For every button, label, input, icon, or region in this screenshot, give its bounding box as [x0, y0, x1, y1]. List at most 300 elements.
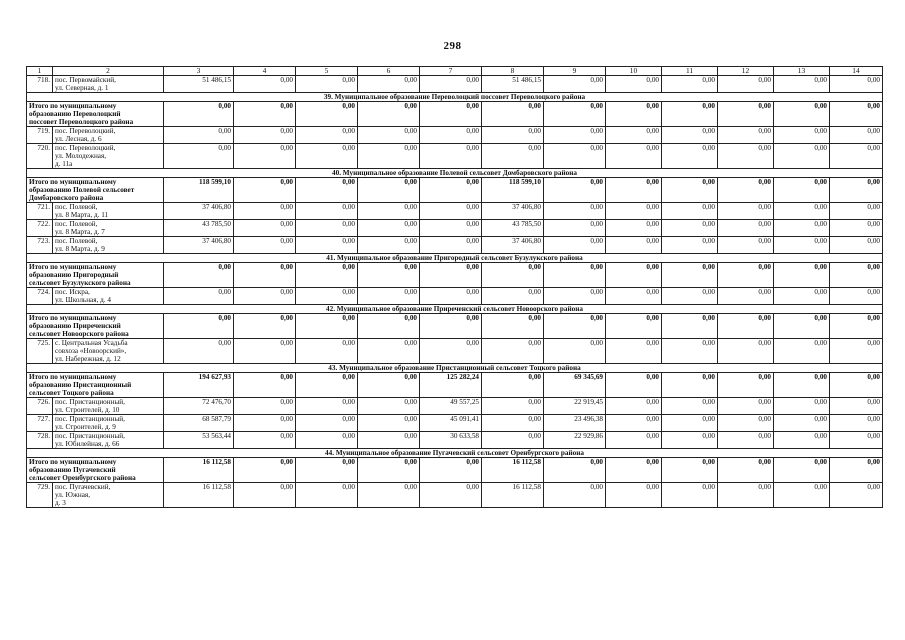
value-cell: 0,00: [358, 398, 420, 415]
row-number: 725.: [27, 339, 53, 364]
value-cell: 0,00: [662, 398, 718, 415]
header-cell: 11: [662, 67, 718, 76]
value-cell: 0,00: [662, 339, 718, 364]
address-cell: [53, 415, 164, 432]
value-cell: 0,00: [606, 220, 662, 237]
value-cell: 0,00: [296, 237, 358, 254]
value-cell: 0,00: [830, 415, 883, 432]
value-cell: 16 112,58: [164, 483, 234, 508]
value-cell: 0,00: [662, 203, 718, 220]
value-cell: 0,00: [164, 314, 234, 339]
address-line: образованию Пристанционный: [29, 381, 132, 389]
value-cell: 0,00: [296, 314, 358, 339]
total-label: [27, 373, 164, 398]
value-cell: 0,00: [296, 76, 358, 93]
address-cell: [53, 339, 164, 364]
value-cell: 0,00: [420, 288, 482, 305]
value-cell: 0,00: [234, 415, 296, 432]
value-cell: 0,00: [718, 483, 774, 508]
value-cell: 0,00: [774, 398, 830, 415]
header-row: [27, 67, 883, 76]
value-cell: 0,00: [544, 288, 606, 305]
value-cell: 0,00: [420, 203, 482, 220]
value-cell: 22 919,45: [544, 398, 606, 415]
value-cell: 0,00: [774, 203, 830, 220]
value-cell: 0,00: [606, 314, 662, 339]
value-cell: 0,00: [662, 415, 718, 432]
value-cell: 0,00: [482, 339, 544, 364]
value-cell: 0,00: [774, 144, 830, 169]
value-cell: 0,00: [296, 339, 358, 364]
address-line: Домбаровского района: [29, 194, 104, 202]
header-cell: 14: [830, 67, 883, 76]
address-line: пос. Искра,: [55, 288, 90, 296]
value-cell: 0,00: [606, 458, 662, 483]
address-line: пос. Пристанционный,: [55, 398, 125, 406]
value-cell: 0,00: [420, 76, 482, 93]
value-cell: 51 486,15: [164, 76, 234, 93]
value-cell: 0,00: [420, 220, 482, 237]
value-cell: 0,00: [662, 127, 718, 144]
value-cell: 0,00: [774, 76, 830, 93]
value-cell: 0,00: [774, 127, 830, 144]
value-cell: 0,00: [544, 314, 606, 339]
value-cell: 0,00: [606, 288, 662, 305]
value-cell: 0,00: [234, 203, 296, 220]
row-number: 719.: [27, 127, 53, 144]
value-cell: 0,00: [606, 203, 662, 220]
value-cell: 0,00: [718, 76, 774, 93]
value-cell: 0,00: [358, 220, 420, 237]
value-cell: 0,00: [830, 483, 883, 508]
address-cell: [53, 398, 164, 415]
value-cell: 0,00: [544, 458, 606, 483]
value-cell: 45 091,41: [420, 415, 482, 432]
value-cell: 0,00: [830, 127, 883, 144]
value-cell: 0,00: [606, 415, 662, 432]
address-line: ул. 8 Марта, д. 11: [55, 211, 109, 219]
table-row: [27, 237, 883, 254]
address-line: ул. Лесная, д. 6: [55, 135, 102, 143]
value-cell: 0,00: [544, 127, 606, 144]
value-cell: 0,00: [718, 339, 774, 364]
address-line: образованию Пугачевский: [29, 466, 116, 474]
header-cell: 13: [774, 67, 830, 76]
value-cell: 37 406,80: [482, 203, 544, 220]
value-cell: 0,00: [774, 483, 830, 508]
value-cell: 0,00: [296, 178, 358, 203]
value-cell: 0,00: [606, 178, 662, 203]
value-cell: 0,00: [358, 339, 420, 364]
table-row: [27, 127, 883, 144]
address-line: Итого по муниципальному: [29, 178, 117, 186]
value-cell: 0,00: [830, 288, 883, 305]
section-title: 41. Муниципальное образование Пригородный сельсовет Бузулукского района: [27, 254, 883, 263]
value-cell: 0,00: [234, 102, 296, 127]
address-line: ул. Строителей, д. 9: [55, 423, 116, 431]
value-cell: 0,00: [482, 144, 544, 169]
address-cell: [53, 432, 164, 449]
value-cell: 16 112,58: [164, 458, 234, 483]
value-cell: 0,00: [544, 339, 606, 364]
address-cell: [53, 220, 164, 237]
value-cell: 0,00: [296, 203, 358, 220]
value-cell: 0,00: [606, 127, 662, 144]
value-cell: 0,00: [482, 127, 544, 144]
section-row: [27, 169, 883, 178]
value-cell: 0,00: [296, 415, 358, 432]
total-label: [27, 458, 164, 483]
header-cell: 9: [544, 67, 606, 76]
value-cell: 0,00: [830, 263, 883, 288]
total-row: [27, 314, 883, 339]
page-number: 298: [443, 40, 462, 52]
value-cell: 37 406,80: [164, 203, 234, 220]
section-row: [27, 449, 883, 458]
value-cell: 0,00: [544, 237, 606, 254]
value-cell: 0,00: [544, 144, 606, 169]
address-cell: [53, 76, 164, 93]
address-cell: [53, 288, 164, 305]
value-cell: 0,00: [164, 127, 234, 144]
value-cell: 0,00: [234, 339, 296, 364]
value-cell: 22 929,86: [544, 432, 606, 449]
value-cell: 0,00: [482, 314, 544, 339]
value-cell: 0,00: [234, 398, 296, 415]
address-line: д. 3: [55, 499, 66, 507]
address-line: ул. Строителей, д. 10: [55, 406, 120, 414]
value-cell: 0,00: [718, 263, 774, 288]
value-cell: 0,00: [296, 263, 358, 288]
value-cell: 0,00: [662, 76, 718, 93]
value-cell: 0,00: [358, 237, 420, 254]
table-row: [27, 288, 883, 305]
address-line: пос. Полевой,: [55, 203, 98, 211]
value-cell: 0,00: [774, 178, 830, 203]
value-cell: 0,00: [718, 178, 774, 203]
row-number: 726.: [27, 398, 53, 415]
value-cell: 0,00: [662, 237, 718, 254]
value-cell: 0,00: [164, 339, 234, 364]
total-label: [27, 314, 164, 339]
value-cell: 37 406,80: [164, 237, 234, 254]
value-cell: 72 476,70: [164, 398, 234, 415]
total-row: [27, 102, 883, 127]
value-cell: 0,00: [234, 263, 296, 288]
total-row: [27, 263, 883, 288]
value-cell: 0,00: [774, 288, 830, 305]
value-cell: 0,00: [420, 314, 482, 339]
section-row: [27, 305, 883, 314]
value-cell: 0,00: [482, 102, 544, 127]
value-cell: 0,00: [774, 102, 830, 127]
value-cell: 0,00: [830, 220, 883, 237]
value-cell: 0,00: [296, 220, 358, 237]
address-line: ул. 8 Марта, д. 9: [55, 245, 105, 253]
value-cell: 43 785,50: [164, 220, 234, 237]
value-cell: 0,00: [606, 76, 662, 93]
value-cell: 0,00: [296, 288, 358, 305]
value-cell: 0,00: [830, 237, 883, 254]
value-cell: 0,00: [662, 220, 718, 237]
table-row: [27, 398, 883, 415]
address-cell: [53, 483, 164, 508]
value-cell: 0,00: [606, 263, 662, 288]
value-cell: 0,00: [718, 288, 774, 305]
value-cell: 0,00: [718, 398, 774, 415]
value-cell: 0,00: [774, 237, 830, 254]
value-cell: 68 587,79: [164, 415, 234, 432]
value-cell: 0,00: [606, 102, 662, 127]
value-cell: 0,00: [234, 432, 296, 449]
value-cell: 0,00: [296, 432, 358, 449]
table-row: [27, 76, 883, 93]
address-cell: [53, 127, 164, 144]
header-cell: 1: [27, 67, 53, 76]
address-cell: [53, 237, 164, 254]
address-line: пос. Полевой,: [55, 237, 98, 245]
value-cell: 0,00: [544, 178, 606, 203]
header-cell: 10: [606, 67, 662, 76]
value-cell: 0,00: [662, 263, 718, 288]
header-cell: 2: [53, 67, 164, 76]
value-cell: 0,00: [544, 102, 606, 127]
address-line: ул. Набережная, д. 12: [55, 355, 121, 363]
value-cell: 0,00: [718, 314, 774, 339]
value-cell: 0,00: [358, 483, 420, 508]
total-label: [27, 178, 164, 203]
value-cell: 51 486,15: [482, 76, 544, 93]
address-line: ул. Северная, д. 1: [55, 84, 109, 92]
value-cell: 0,00: [482, 263, 544, 288]
table-row: [27, 415, 883, 432]
value-cell: 0,00: [234, 237, 296, 254]
row-number: 721.: [27, 203, 53, 220]
section-title: 42. Муниципальное образование Приреченский сельсовет Новоорского района: [27, 305, 883, 314]
value-cell: 0,00: [830, 458, 883, 483]
value-cell: 0,00: [234, 458, 296, 483]
address-line: ул. Юбилейная, д. 66: [55, 440, 120, 448]
value-cell: 0,00: [662, 432, 718, 449]
table-row: [27, 203, 883, 220]
value-cell: 0,00: [296, 483, 358, 508]
value-cell: 0,00: [830, 178, 883, 203]
value-cell: 0,00: [164, 144, 234, 169]
address-line: ул. 8 Марта, д. 7: [55, 228, 105, 236]
value-cell: 0,00: [718, 203, 774, 220]
value-cell: 69 345,69: [544, 373, 606, 398]
value-cell: 0,00: [544, 263, 606, 288]
value-cell: 0,00: [234, 220, 296, 237]
address-line: пос. Переволоцкий,: [55, 127, 116, 135]
value-cell: 0,00: [358, 458, 420, 483]
header-cell: 7: [420, 67, 482, 76]
address-line: образованию Переволоцкий: [29, 110, 121, 118]
value-cell: 0,00: [296, 373, 358, 398]
table-row: [27, 483, 883, 508]
address-line: пос. Полевой,: [55, 220, 98, 228]
value-cell: 16 112,58: [482, 458, 544, 483]
value-cell: 0,00: [296, 144, 358, 169]
value-cell: 0,00: [830, 144, 883, 169]
value-cell: 0,00: [358, 288, 420, 305]
value-cell: 37 406,80: [482, 237, 544, 254]
value-cell: 0,00: [606, 432, 662, 449]
value-cell: 0,00: [234, 76, 296, 93]
value-cell: 0,00: [482, 288, 544, 305]
header-cell: 5: [296, 67, 358, 76]
value-cell: 0,00: [544, 220, 606, 237]
address-line: образованию Приреченский: [29, 322, 121, 330]
value-cell: 0,00: [718, 458, 774, 483]
total-label: [27, 102, 164, 127]
value-cell: 0,00: [606, 339, 662, 364]
value-cell: 0,00: [662, 483, 718, 508]
value-cell: 0,00: [482, 373, 544, 398]
address-line: Итого по муниципальному: [29, 102, 117, 110]
value-cell: 49 557,25: [420, 398, 482, 415]
address-line: ул. Школьная, д. 4: [55, 296, 111, 304]
total-row: [27, 178, 883, 203]
value-cell: 118 599,10: [482, 178, 544, 203]
row-number: 722.: [27, 220, 53, 237]
value-cell: 0,00: [234, 373, 296, 398]
value-cell: 0,00: [718, 237, 774, 254]
value-cell: 0,00: [296, 398, 358, 415]
address-line: Итого по муниципальному: [29, 263, 117, 271]
table-row: [27, 339, 883, 364]
value-cell: 0,00: [420, 178, 482, 203]
section-row: [27, 93, 883, 102]
value-cell: 0,00: [718, 144, 774, 169]
value-cell: 0,00: [718, 220, 774, 237]
value-cell: 0,00: [420, 237, 482, 254]
address-line: пос. Пристанционный,: [55, 415, 125, 423]
value-cell: 0,00: [830, 373, 883, 398]
address-line: Итого по муниципальному: [29, 458, 117, 466]
value-cell: 0,00: [234, 288, 296, 305]
value-cell: 0,00: [296, 102, 358, 127]
value-cell: 0,00: [606, 373, 662, 398]
address-line: образованию Полевой сельсовет: [29, 186, 135, 194]
value-cell: 0,00: [662, 314, 718, 339]
value-cell: 0,00: [774, 432, 830, 449]
value-cell: 0,00: [774, 314, 830, 339]
value-cell: 0,00: [606, 483, 662, 508]
value-cell: 0,00: [234, 314, 296, 339]
value-cell: 0,00: [358, 203, 420, 220]
value-cell: 0,00: [774, 263, 830, 288]
section-row: [27, 364, 883, 373]
total-row: [27, 373, 883, 398]
value-cell: 0,00: [482, 398, 544, 415]
address-line: сельсовет Новоорского района: [29, 330, 129, 338]
section-title: 43. Муниципальное образование Пристанционный сельсовет Тоцкого района: [27, 364, 883, 373]
value-cell: 0,00: [164, 102, 234, 127]
value-cell: 0,00: [234, 144, 296, 169]
value-cell: 0,00: [718, 102, 774, 127]
value-cell: 0,00: [420, 127, 482, 144]
value-cell: 0,00: [830, 76, 883, 93]
value-cell: 0,00: [662, 458, 718, 483]
address-line: образованию Пригородный: [29, 271, 119, 279]
value-cell: 16 112,58: [482, 483, 544, 508]
value-cell: 0,00: [358, 263, 420, 288]
value-cell: 0,00: [358, 127, 420, 144]
value-cell: 0,00: [662, 288, 718, 305]
value-cell: 0,00: [358, 178, 420, 203]
value-cell: 23 496,38: [544, 415, 606, 432]
value-cell: 125 282,24: [420, 373, 482, 398]
header-cell: 4: [234, 67, 296, 76]
header-cell: 3: [164, 67, 234, 76]
address-line: ул. Южная,: [55, 491, 91, 499]
value-cell: 0,00: [774, 458, 830, 483]
value-cell: 0,00: [358, 76, 420, 93]
address-line: Итого по муниципальному: [29, 373, 117, 381]
address-line: пос. Пристанционный,: [55, 432, 125, 440]
value-cell: 0,00: [482, 415, 544, 432]
value-cell: 0,00: [830, 432, 883, 449]
value-cell: 118 599,10: [164, 178, 234, 203]
value-cell: 0,00: [830, 398, 883, 415]
value-cell: 0,00: [830, 203, 883, 220]
value-cell: 0,00: [830, 339, 883, 364]
value-cell: 0,00: [544, 483, 606, 508]
row-number: 729.: [27, 483, 53, 508]
total-label: [27, 263, 164, 288]
value-cell: 0,00: [234, 127, 296, 144]
header-cell: 8: [482, 67, 544, 76]
value-cell: 0,00: [420, 102, 482, 127]
address-line: поссовет Переволоцкого района: [29, 118, 134, 126]
address-line: пос. Первомайский,: [55, 76, 116, 84]
value-cell: 0,00: [718, 415, 774, 432]
budget-table: [26, 66, 883, 508]
value-cell: 0,00: [420, 144, 482, 169]
address-cell: [53, 144, 164, 169]
row-number: 728.: [27, 432, 53, 449]
value-cell: 0,00: [234, 178, 296, 203]
row-number: 727.: [27, 415, 53, 432]
value-cell: 0,00: [606, 398, 662, 415]
address-line: сельсовет Оренбургского района: [29, 474, 136, 482]
address-line: ул. Молодежная,: [55, 152, 107, 160]
value-cell: 0,00: [774, 339, 830, 364]
table-row: [27, 144, 883, 169]
value-cell: 0,00: [606, 144, 662, 169]
row-number: 723.: [27, 237, 53, 254]
value-cell: 0,00: [830, 314, 883, 339]
value-cell: 0,00: [420, 458, 482, 483]
header-cell: 6: [358, 67, 420, 76]
section-title: 40. Муниципальное образование Полевой сельсовет Домбаровского района: [27, 169, 883, 178]
address-line: сельсовет Тоцкого района: [29, 389, 114, 397]
total-row: [27, 458, 883, 483]
value-cell: 0,00: [234, 483, 296, 508]
address-line: д. 11а: [55, 160, 73, 168]
value-cell: 0,00: [606, 237, 662, 254]
value-cell: 0,00: [358, 373, 420, 398]
address-line: совхоза «Новоорский»,: [55, 347, 127, 355]
value-cell: 0,00: [296, 458, 358, 483]
address-line: Итого по муниципальному: [29, 314, 117, 322]
value-cell: 0,00: [830, 102, 883, 127]
address-cell: [53, 203, 164, 220]
value-cell: 0,00: [358, 314, 420, 339]
address-line: пос. Переволоцкий,: [55, 144, 116, 152]
value-cell: 0,00: [164, 263, 234, 288]
